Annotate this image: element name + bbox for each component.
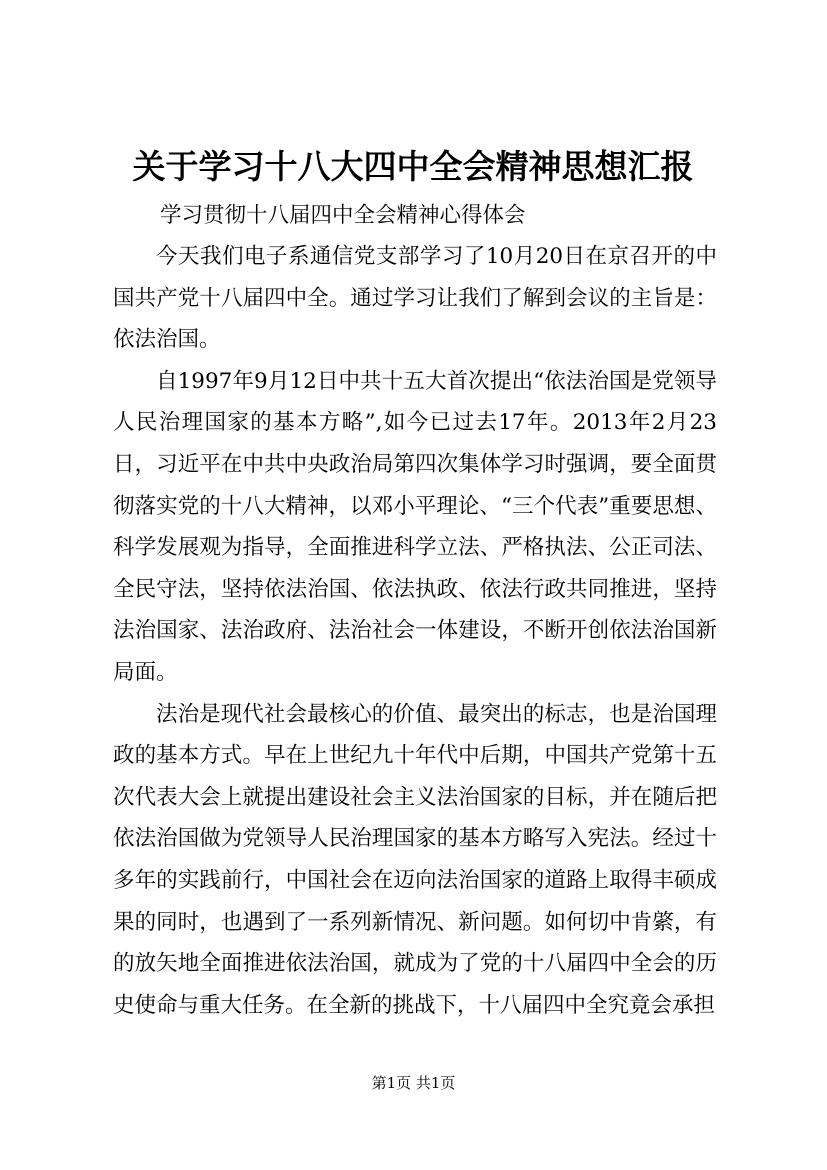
paragraph-2: 自1997年9月12日中共十五大首次提出“依法治国是党领导人民治理国家的基本方略”,如今已过去17年。2013年2月23日，习近平在中共中央政治局第四次集体学习时强调，要全面贯彻落实党的十八大精神，以邓小平理论、“三个代表”重要思想、科学发展观为指导，全面推进科学立法、严格执法、公正司法、全民守法，坚持依法治国、依法执政、依法行政共同推进，坚持法治国家、法治政府、法治社会一体建设，不断开创依法治国新局面。	[113, 368, 717, 685]
document-body	[113, 236, 717, 1026]
paragraph-1: 今天我们电子系通信党支部学习了10月20日在京召开的中国共产党十八届四中全。通过学习让我们了解到会议的主旨是：依法治国。	[113, 244, 717, 353]
page-footer: 第1页 共1页	[371, 1074, 456, 1092]
paragraph-3: 法治是现代社会最核心的价值、最突出的标志，也是治国理政的基本方式。早在上世纪九十年代中后期，中国共产党第十五次代表大会上就提出建设社会主义法治国家的目标，并在随后把依法治国做为党领导人民治理国家的基本方略写入宪法。经过十多年的实践前行，中国社会在迈向法治国家的道路上取得丰硕成果的同时，也遇到了一系列新情况、新问题。如何切中肯綮，有的放矢地全面推进依法治国，就成为了党的十八届四中全会的历史使命与重大任务。在全新的挑战下，十八届四中全究竟会承担	[113, 701, 717, 1018]
document-title: 关于学习十八大四中全会精神思想汇报	[132, 147, 694, 186]
document-subtitle: 学习贯彻十八届四中全会精神心得体会	[160, 203, 526, 228]
